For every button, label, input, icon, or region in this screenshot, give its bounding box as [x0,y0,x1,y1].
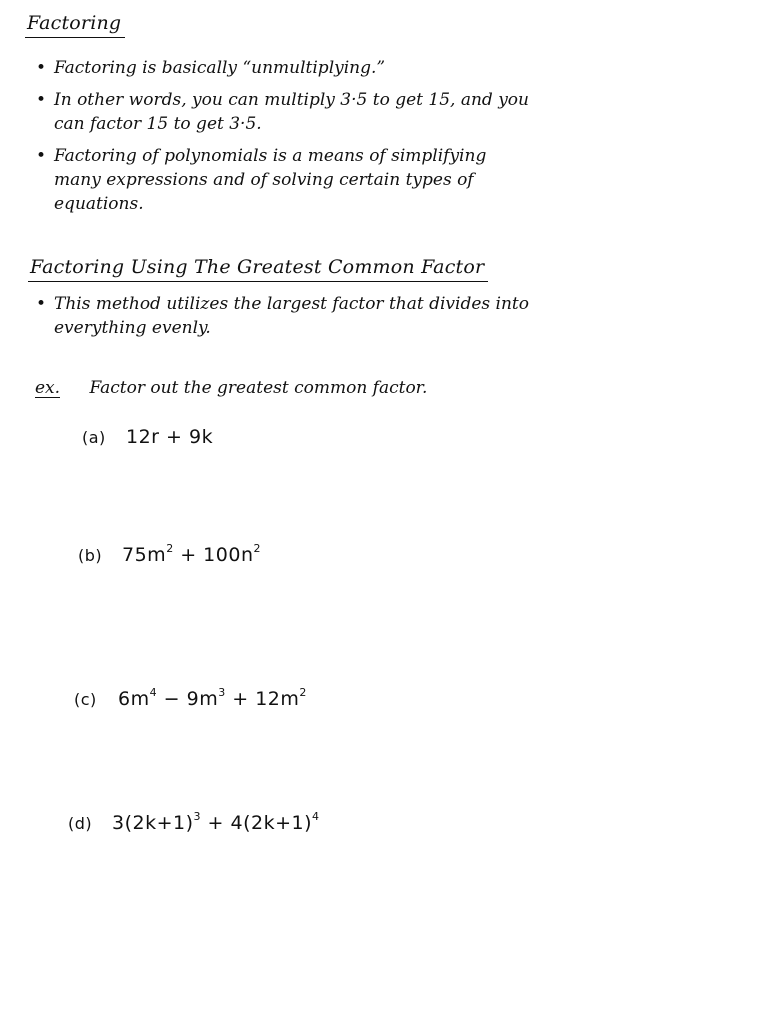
list-item [28,292,538,340]
exponent: 3 [218,686,226,699]
bullet-icon: • [36,90,47,110]
expression-term: + 100n [173,544,254,566]
exponent: 2 [299,686,307,699]
section-title-factoring [27,12,121,34]
expression-term: + 4(2k+1) [201,812,313,834]
bullet-icon: • [36,58,47,78]
example-label: ex. [35,378,61,398]
section-title-gcf [30,256,484,278]
section2-bullet-list [28,292,538,340]
expression-term: 75m [122,544,167,566]
problem-label: (b) [78,546,103,565]
bullet-text: Factoring is basically “unmultiplying.” [54,58,386,78]
problem-label: (d) [68,814,93,833]
list-item [28,88,538,136]
problem-d [68,810,320,834]
exponent: 4 [149,686,158,699]
problem-label: (c) [74,690,97,709]
exponent: 2 [166,542,174,555]
list-item [28,56,538,80]
section1-bullet-list [28,56,538,216]
exponent: 2 [253,542,261,555]
exponent: 3 [193,810,202,823]
bullet-text: Factoring of polynomials is a means of simplifying many expressions and of solving certain types of equations. [54,146,487,214]
example-instruction [35,378,427,398]
expression-term: − 9m [157,688,219,710]
expression-term: 3(2k+1) [112,812,194,834]
list-item [28,144,538,216]
problem-label: (a) [82,428,106,447]
expression-term: + 12m [225,688,300,710]
section-title-text: Factoring Using The Greatest Common Factor [30,256,485,278]
problem-b [78,542,261,566]
example-text: Factor out the greatest common factor. [89,378,428,398]
title-underline [25,37,125,38]
problem-a [82,426,213,448]
bullet-icon: • [36,294,47,314]
bullet-icon: • [36,146,47,166]
bullet-text: This method utilizes the largest factor that divides into everything evenly. [54,294,529,338]
expression-term: 12r + 9k [126,426,214,448]
bullet-text: In other words, you can multiply 3·5 to get 15, and you can factor 15 to get 3·5. [54,90,529,134]
section-title-text: Factoring [27,12,122,34]
problem-c [74,686,307,710]
exponent: 4 [312,810,320,823]
expression-term: 6m [118,688,150,710]
title-underline [28,281,488,282]
